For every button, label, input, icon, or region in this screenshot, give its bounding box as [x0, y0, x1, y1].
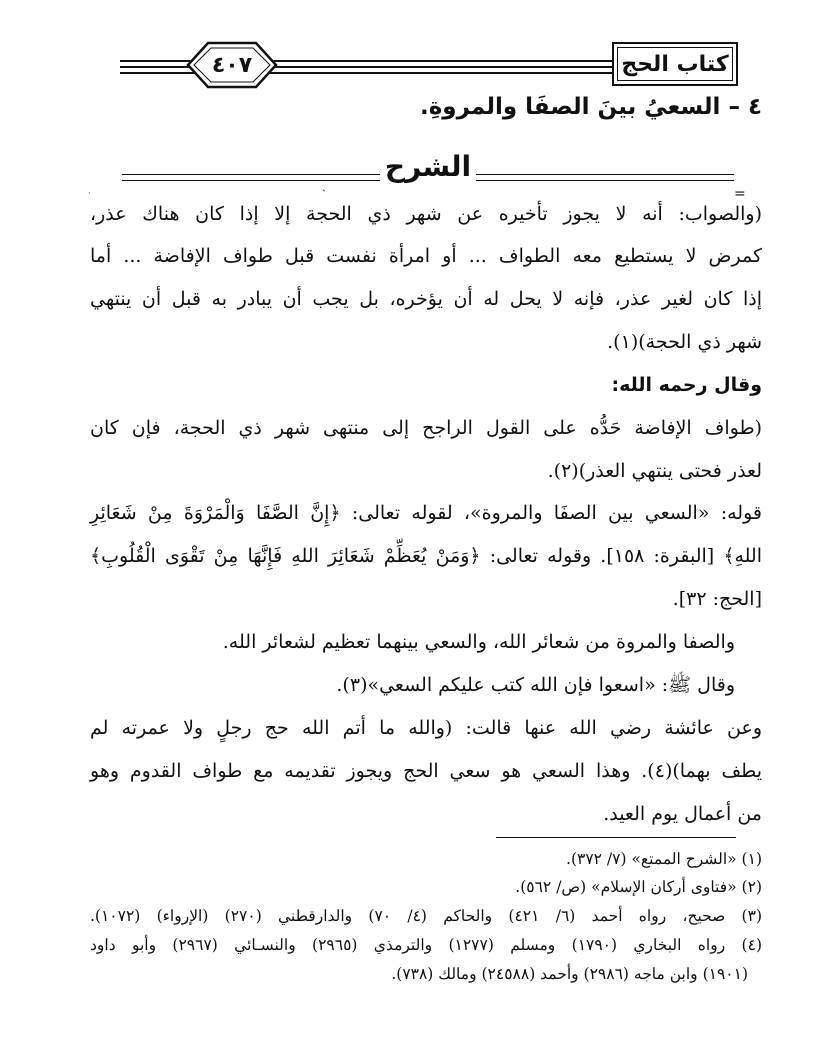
footnote: (١٩٠١) وابن ماجه (٢٩٨٦) وأحمد (٢٤٥٨٨) ومالك (٧٣٨). [391, 965, 748, 983]
footnote: (١) «الشرح الممتع» (٧/ ٣٧٢). [566, 850, 762, 868]
body-line: [الحج: ٣٢]. [672, 588, 762, 610]
page-number-badge [186, 40, 278, 90]
body-line: والصفا والمروة من شعائر الله، والسعي بينهما تعظيم لشعائر الله. [222, 631, 735, 653]
sharh-rule-left [122, 174, 380, 181]
body-line: يطف بهما)(٤). وهذا السعي هو سعي الحج ويجوز تقديمه مع طواف القدوم وهو [90, 760, 762, 782]
body-line-hadith: وقال ﷺ: «اسعوا فإن الله كتب عليكم السعي»(٣). [336, 674, 735, 696]
continuation-mark: = [734, 186, 746, 202]
body-line: من أعمال يوم العيد. [603, 803, 762, 825]
book-title-box [612, 42, 738, 86]
body-line: كمرض لا يستطيع معه الطواف ... أو امرأة نفست قبل طواف الإفاضة ... أما [90, 245, 762, 267]
sharh-rule-right [476, 174, 734, 181]
footnote: (٣) صحيح، رواه أحمد (٦/ ٤٢١) والحاكم (٤/ ٧٠) والدارقطني (٢٧٠) (الإرواء) (١٠٧٢). [90, 907, 762, 925]
print-mark: ˏ [322, 178, 326, 192]
body-line: إذا كان لغير عذر، فإنه لا يحل له أن يؤخره، بل يجب أن يبادر به قبل أن ينتهي [90, 288, 762, 310]
body-line: لعذر فحتى ينتهي العذر)(٢). [547, 460, 762, 482]
body-line-quran: قوله: «السعي بين الصفَا والمروة»، لقوله تعالى: ﴿إِنَّ الصَّفَا وَالْمَرْوَةَ مِنْ شَعَائِرِ [90, 502, 762, 524]
sharh-heading: الشرح [384, 150, 472, 183]
body-line: (والصواب: أنه لا يجوز تأخيره عن شهر ذي الحجة إلا إذا كان هناك عذر، [90, 203, 762, 225]
footnote-separator [496, 837, 736, 838]
section-label: وقال رحمه الله: [611, 374, 762, 396]
footnote: (٢) «فتاوى أركان الإسلام» (ص/ ٥٦٢). [515, 878, 762, 896]
book-title: كتاب الحج [617, 47, 733, 81]
body-line-quran: اللهِ﴾ [البقرة: ١٥٨]. وقوله تعالى: ﴿وَمَنْ يُعَظِّمْ شَعَائِرَ اللهِ فَإِنَّهَا مِنْ تَقْوَى الْقُلُوبِ﴾ [90, 545, 762, 567]
print-dot: · [88, 189, 91, 198]
matn-title: ٤ – السعيُ بينَ الصفَا والمروةِ. [419, 94, 762, 120]
footnote: (٤) رواه البخاري (١٧٩٠) ومسلم (١٢٧٧) والترمذي (٢٩٦٥) والنسـائي (٢٩٦٧) وأبو داود [90, 936, 762, 954]
page-number: ٤٠٧ [211, 52, 253, 78]
sharh-heading-row [122, 150, 734, 190]
body-line: وعن عائشة رضي الله عنها قالت: (والله ما أتم الله حج رجلٍ ولا عمرته لم [90, 717, 762, 739]
body-line: شهر ذي الحجة)(١). [607, 331, 762, 353]
body-line: (طواف الإفاضة حَدُّه على القول الراجح إلى منتهى شهر ذي الحجة، فإن كان [90, 417, 762, 439]
